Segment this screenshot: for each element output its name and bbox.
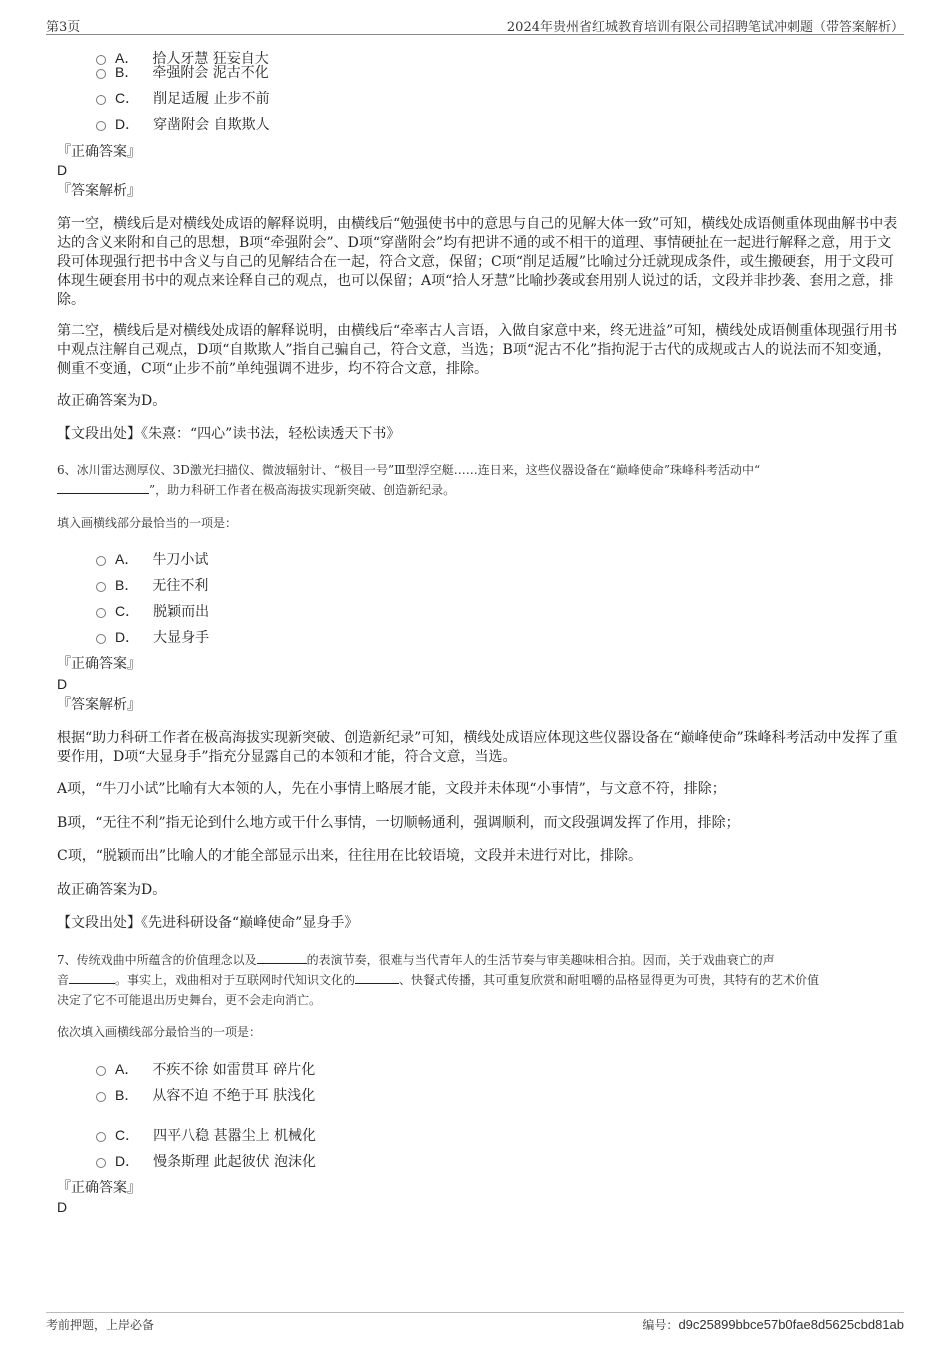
- answer-label: 『正确答案』: [57, 144, 141, 160]
- answer-label: 『正确答案』: [57, 656, 141, 672]
- q7-option-c[interactable]: C． 四平八稳 甚嚣尘上 机械化: [96, 1126, 316, 1145]
- answer-value: D: [57, 676, 68, 692]
- page-header: [46, 14, 904, 35]
- footer-slogan: 考前押题，上岸必备: [46, 1318, 155, 1332]
- q6-option-c[interactable]: C． 脱颖而出: [96, 602, 209, 621]
- q5-option-d[interactable]: D． 穿凿附会 自欺欺人: [96, 115, 270, 134]
- document-code: 编号：d9c25899bbce57b0fae8d5625cbd81ab: [642, 1317, 904, 1332]
- fill-blank: [257, 951, 307, 964]
- analysis-paragraph: 第二空，横线后是对横线处成语的解释说明，由横线后“牵率古人言语，入做自家意中来，终无进益”可知，横线处成语侧重体现强行用书中观点注解自己观点，D项“自欺欺人”指自己骗自己，符合文意，当选；B项“泥古不化”指拘泥于古代的成规或古人的说法而不知变通，侧重不变通，C项“止步不前”单纯强调不进步，均不符合文意，排除。: [57, 323, 898, 377]
- fill-blank: [355, 971, 399, 984]
- q5-option-c[interactable]: C． 削足适履 止步不前: [96, 89, 270, 108]
- radio-icon[interactable]: [96, 1066, 106, 1076]
- source-citation: 【文段出处】《朱熹：“四心”读书法，轻松读透天下书》: [57, 426, 401, 442]
- question-stem: 6、冰川雷达测厚仪、3D激光扫描仪、微波辐射计、“极目一号”Ⅲ型浮空艇……连日来，这些仪器设备在“巅峰使命”珠峰科考活动中“ ”，助力科研工作者在极高海拔实现新突破、创造新纪录。: [57, 463, 761, 497]
- q6-option-b[interactable]: B． 无往不利: [96, 576, 208, 595]
- analysis-label: 『答案解析』: [57, 697, 141, 713]
- radio-icon[interactable]: [96, 556, 106, 566]
- analysis-label: 『答案解析』: [57, 183, 141, 199]
- analysis-paragraph: 根据“助力科研工作者在极高海拔实现新突破、创造新纪录”可知，横线处成语应体现这些仪器设备在“巅峰使命”珠峰科考活动中发挥了重要作用，D项“大显身手”指充分显露自己的本领和才能，符合文意，当选。: [57, 730, 898, 765]
- fill-blank: [69, 971, 115, 984]
- analysis-conclusion: 故正确答案为D。: [57, 882, 167, 898]
- q7-option-a[interactable]: A． 不疾不徐 如雷贯耳 碎片化: [96, 1060, 315, 1079]
- source-citation: 【文段出处】《先进科研设备“巅峰使命”显身手》: [57, 915, 359, 931]
- document-title: 2024年贵州省红城教育培训有限公司招聘笔试冲刺题（带答案解析）: [506, 20, 904, 35]
- question-prompt: 依次填入画横线部分最恰当的一项是：: [57, 1025, 262, 1039]
- question-stem: 7、传统戏曲中所蕴含的价值理念以及 的表演节奏，很难与当代青年人的生活节奏与审美趣味相合拍。因而，关于戏曲衰亡的声 音 。事实上，戏曲相对于互联网时代知识文化的 、快餐式传播，其可重复欣赏和耐咀嚼的品格显得更为可贵，其特有的艺术价值 决定了它不可能退出历史舞台，更不会走向消亡。: [57, 953, 820, 1007]
- analysis-conclusion: 故正确答案为D。: [57, 393, 167, 409]
- page-footer: [46, 1312, 904, 1335]
- analysis-paragraph: 第一空，横线后是对横线处成语的解释说明，由横线后“勉强使书中的意思与自己的见解大体一致”可知，横线处成语侧重体现曲解书中表达的含义来附和自己的思想，B项“牵强附会”、D项“穿凿附会”均有把讲不通的或不相干的道理、事情硬扯在一起进行解释之意，用于文段可体现强行把书中含义与自己的见解结合在一起，符合文意，保留；C项“削足适履”比喻过分迁就现成条件，或生搬硬套，用于文段可体现生硬套用书中的观点来诠释自己的观点，也可以保留；A项“拾人牙慧”比喻抄袭或套用别人说过的话，文段并非抄袭、套用之意，排除。: [57, 216, 898, 308]
- analysis-paragraph: C项，“脱颖而出”比喻人的才能全部显示出来，往往用在比较语境，文段并未进行对比，排除。: [57, 848, 643, 864]
- radio-icon[interactable]: [96, 608, 106, 618]
- page-number: 第3页: [46, 20, 81, 35]
- answer-label: 『正确答案』: [57, 1180, 141, 1196]
- analysis-paragraph: B项，“无往不利”指无论到什么地方或干什么事情，一切顺畅通利，强调顺利，而文段强调发挥了作用，排除；: [57, 815, 740, 831]
- radio-icon[interactable]: [96, 1158, 106, 1168]
- radio-icon[interactable]: [96, 634, 106, 644]
- question-prompt: 填入画横线部分最恰当的一项是：: [57, 516, 238, 530]
- q6-option-a[interactable]: A． 牛刀小试: [96, 550, 208, 569]
- fill-blank: [57, 481, 149, 494]
- q7-option-b[interactable]: B． 从容不迫 不绝于耳 肤浅化: [96, 1086, 315, 1105]
- radio-icon[interactable]: [96, 95, 106, 105]
- analysis-paragraph: A项，“牛刀小试”比喻有大本领的人，先在小事情上略展才能，文段并未体现“小事情”，与文意不符，排除；: [57, 781, 726, 797]
- radio-icon[interactable]: [96, 69, 106, 79]
- radio-icon[interactable]: [96, 1092, 106, 1102]
- q5-option-b[interactable]: B． 牵强附会 泥古不化: [96, 63, 269, 82]
- answer-value: D: [57, 1199, 68, 1215]
- q7-option-d[interactable]: D． 慢条斯理 此起彼伏 泡沫化: [96, 1152, 316, 1171]
- radio-icon[interactable]: [96, 121, 106, 131]
- radio-icon[interactable]: [96, 582, 106, 592]
- answer-value: D: [57, 162, 68, 178]
- q5-option-a[interactable]: A． 拾人牙慧 狂妄自大: [96, 49, 269, 68]
- q6-option-d[interactable]: D． 大显身手: [96, 628, 209, 647]
- radio-icon[interactable]: [96, 1132, 106, 1142]
